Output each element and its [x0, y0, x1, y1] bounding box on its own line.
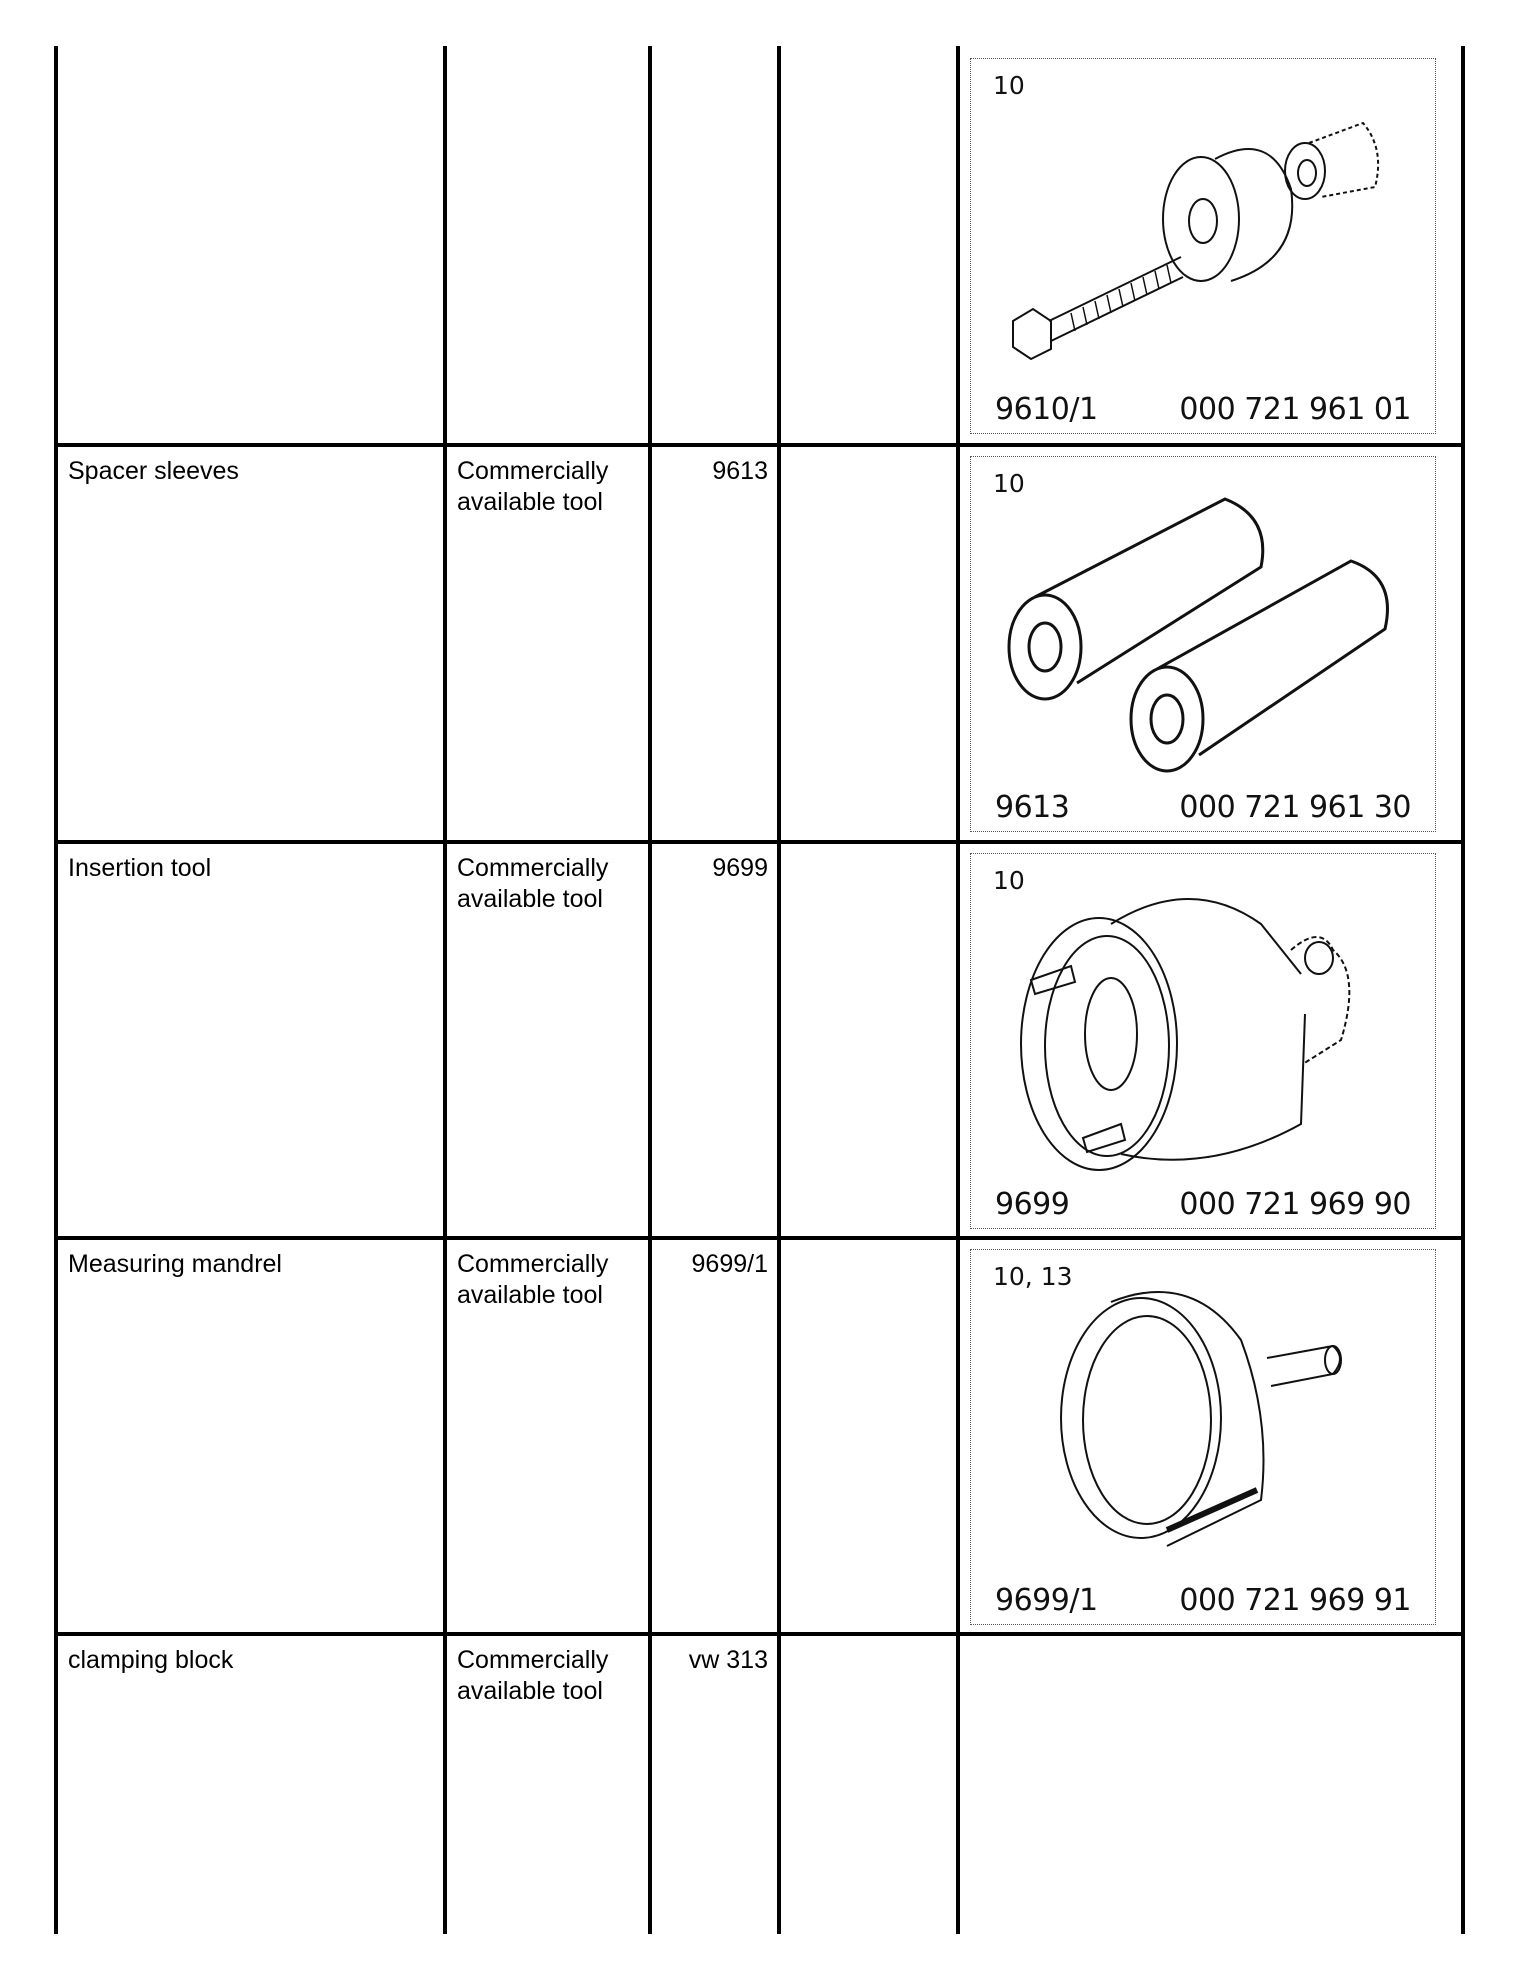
figure-tool-number: 9613 [995, 790, 1070, 825]
table-border-left [54, 46, 58, 1934]
tool-figure-9613 [970, 456, 1436, 832]
tool-figure-9699 [970, 853, 1436, 1229]
tool-number-cell: 9613 [712, 457, 768, 485]
column-divider-4 [956, 46, 960, 1934]
source-cell: Commercially available tool [457, 457, 609, 516]
figure-part-number: 000 721 961 01 [1179, 392, 1411, 427]
designation-cell: Spacer sleeves [68, 457, 239, 485]
tool-number-cell: vw 313 [688, 1646, 768, 1674]
designation-cell: Insertion tool [68, 854, 212, 882]
row-divider-2 [56, 840, 1464, 844]
row-divider-4 [56, 1632, 1464, 1636]
figure-note: 10 [993, 71, 1025, 100]
measuring-mandrel-icon [971, 1250, 1437, 1626]
table-border-right [1461, 46, 1465, 1934]
tool-number-cell: 9699/1 [691, 1250, 768, 1278]
figure-note: 10 [993, 469, 1025, 498]
column-divider-1 [443, 46, 447, 1934]
figure-tool-number: 9699 [995, 1187, 1070, 1222]
insertion-tool-icon [971, 854, 1437, 1230]
designation-cell: Measuring mandrel [68, 1250, 282, 1278]
spacer-sleeves-icon [971, 457, 1437, 833]
column-divider-3 [777, 46, 781, 1934]
figure-tool-number: 9699/1 [995, 1583, 1098, 1618]
figure-tool-number: 9610/1 [995, 392, 1098, 427]
source-cell: Commercially available tool [457, 854, 609, 913]
source-cell: Commercially available tool [457, 1250, 609, 1309]
tool-number-cell: 9699 [712, 854, 768, 882]
row-divider-1 [56, 443, 1464, 447]
tool-figure-9610-1 [970, 58, 1436, 434]
figure-part-number: 000 721 969 90 [1179, 1187, 1411, 1222]
tool-figure-9699-1 [970, 1249, 1436, 1625]
designation-cell: clamping block [68, 1646, 234, 1674]
row-divider-3 [56, 1236, 1464, 1240]
source-cell: Commercially available tool [457, 1646, 609, 1705]
puller-bolt-icon [971, 59, 1437, 435]
figure-part-number: 000 721 961 30 [1179, 790, 1411, 825]
figure-note: 10 [993, 866, 1025, 895]
figure-note: 10, 13 [993, 1262, 1073, 1291]
figure-part-number: 000 721 969 91 [1179, 1583, 1411, 1618]
